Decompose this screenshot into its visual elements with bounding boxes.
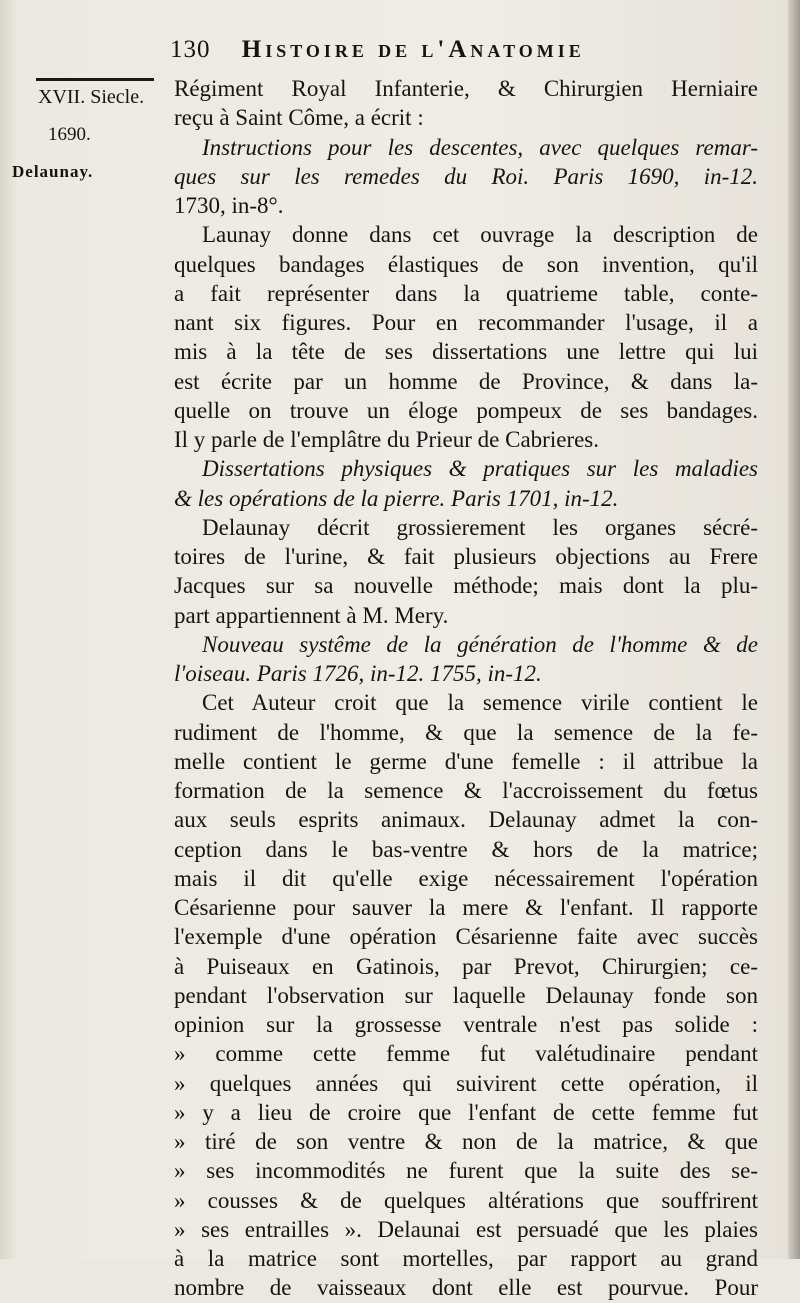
text-line: nombre de vaisseaux dont elle est pourvue. Pour — [174, 1275, 758, 1301]
text-line: Il y parle de l'emplâtre du Prieur de Cabrieres. — [174, 427, 600, 452]
text-line: aux seuls esprits animaux. Delaunay admet la con- — [174, 807, 758, 833]
text-line-quotation: » tiré de son ventre & non de la matrice, & que — [174, 1129, 758, 1154]
text-line: Jacques sur sa nouvelle méthode; mais dont la plu- — [174, 573, 758, 599]
text-line-book-title: ques sur les remedes du Roi. Paris 1690, in-12. — [174, 163, 758, 189]
text-line: Régiment Royal Infanterie, & Chirurgien Herniaire — [174, 76, 758, 101]
text-line-quotation: » comme cette femme fut valétudinaire pendant — [174, 1041, 758, 1067]
text-line-quotation: » cousses & de quelques altérations que souffrirent — [174, 1187, 758, 1213]
text-line: melle contient le germe d'une femelle : il attribue la — [174, 748, 758, 774]
margin-author-note: Delaunay. — [12, 162, 94, 181]
text-line: Delaunay décrit grossierement les organes sécré- — [202, 514, 758, 540]
page-edge-shadow — [788, 0, 800, 1259]
text-line: Césarienne pour sauver la mere & l'enfant. Il rapporte — [174, 895, 758, 920]
body-text — [174, 74, 758, 1303]
text-line-book-title: & les opérations de la pierre. Paris 1701, in-12. — [174, 485, 619, 511]
text-line: rudiment de l'homme, & que la semence de la fe- — [174, 719, 758, 745]
text-line: nant six figures. Pour en recommander l'usage, il a — [174, 310, 758, 335]
text-line: reçu à Saint Côme, a écrit : — [174, 105, 424, 131]
text-line: formation de la semence & l'accroissement du fœtus — [174, 778, 758, 803]
text-line: opinion sur la grossesse ventrale n'est pas solide : — [174, 1012, 758, 1037]
text-line: à la matrice sont mortelles, par rapport au grand — [174, 1246, 758, 1271]
running-head — [170, 36, 770, 64]
text-line-quotation: » ses incommodités ne furent que la suite des se- — [174, 1158, 758, 1184]
text-line: toires de l'urine, & fait plusieurs objections au Frere — [174, 544, 758, 569]
running-title: Histoire de l'Anatomie — [241, 36, 585, 63]
text-line-book-title: Nouveau systême de la génération de l'homme & de — [202, 631, 758, 657]
text-line: a fait représenter dans la quatrieme table, conte- — [174, 280, 758, 306]
text-line: mais il dit qu'elle exige nécessairement l'opération — [174, 865, 758, 891]
text-line-quotation: » y a lieu de croire que l'enfant de cette femme fut — [174, 1099, 758, 1125]
text-line-book-title: Dissertations physiques & pratiques sur les maladies — [202, 456, 758, 482]
text-line-quotation: » quelques années qui suivirent cette opération, il — [174, 1070, 758, 1096]
text-line: à Puiseaux en Gatinois, par Prevot, Chirurgien; ce- — [174, 953, 758, 979]
text-line: part appartiennent à M. Mery. — [174, 602, 449, 628]
text-line: quelle on trouve un éloge pompeux de ses bandages. — [174, 397, 758, 423]
text-line: est écrite par un homme de Province, & dans la- — [174, 368, 758, 394]
margin-year-note: 1690. — [48, 124, 91, 145]
margin-century-note: XVII. Siecle. — [38, 86, 145, 108]
margin-rule — [36, 78, 154, 81]
text-line: ception dans le bas-ventre & hors de la matrice; — [174, 836, 758, 862]
text-line: pendant l'observation sur laquelle Delaunay fonde son — [174, 982, 758, 1008]
text-line: l'exemple d'une opération Césarienne faite avec succès — [174, 924, 758, 950]
text-line: Launay donne dans cet ouvrage la description de — [202, 222, 758, 248]
page-number: 130 — [170, 36, 211, 63]
text-line: » ses entrailles ». Delaunai est persuadé que les plaies — [174, 1216, 758, 1242]
text-line: mis à la tête de ses dissertations une lettre qui lui — [174, 339, 758, 365]
text-line: 1730, in-8°. — [174, 193, 284, 218]
text-line: Cet Auteur croit que la semence virile contient le — [202, 690, 758, 716]
text-line: quelques bandages élastiques de son invention, qu'il — [174, 251, 758, 277]
text-line-book-title: Instructions pour les descentes, avec quelques remar- — [202, 134, 758, 160]
text-line-book-title: l'oiseau. Paris 1726, in-12. 1755, in-12. — [174, 661, 542, 686]
